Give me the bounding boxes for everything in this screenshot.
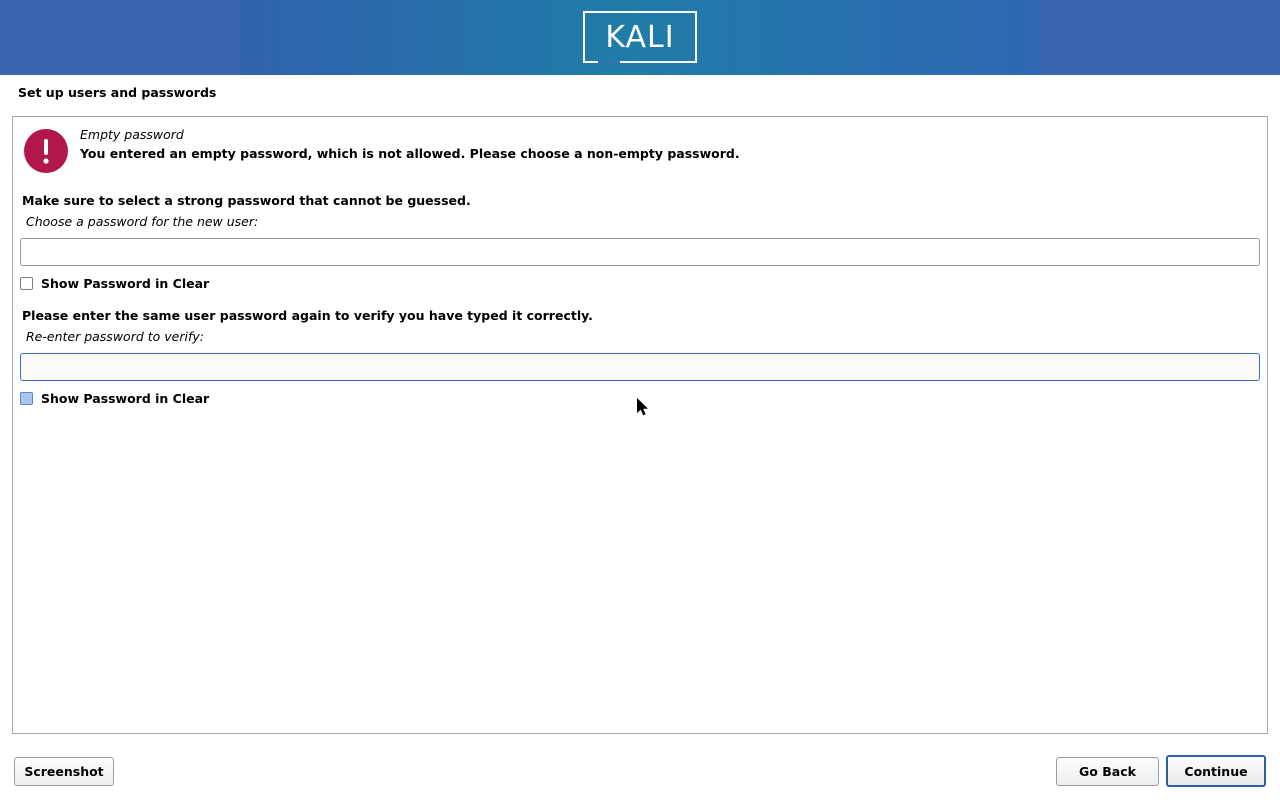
show-password-label-2: Show Password in Clear [41, 391, 210, 406]
password-input[interactable] [20, 238, 1260, 266]
kali-banner [0, 0, 1280, 75]
show-password-row-1[interactable] [20, 276, 209, 291]
show-password-row-2[interactable] [20, 391, 209, 406]
kali-logo [583, 11, 697, 63]
error-title: Empty password [80, 127, 184, 142]
error-message: You entered an empty password, which is not allowed. Please choose a non-empty password. [80, 146, 740, 161]
show-password-checkbox-1[interactable] [20, 277, 33, 290]
content-frame [12, 116, 1268, 734]
password-field-label: Choose a password for the new user: [26, 214, 259, 229]
show-password-label-1: Show Password in Clear [41, 276, 210, 291]
show-password-checkbox-2[interactable] [20, 392, 33, 405]
continue-button[interactable]: Continue [1166, 755, 1266, 787]
verify-password-input[interactable] [20, 353, 1260, 381]
password-strength-hint: Make sure to select a strong password that cannot be guessed. [22, 193, 471, 208]
error-exclamation-icon [24, 129, 68, 173]
page-title: Set up users and passwords [18, 85, 217, 100]
verify-field-label: Re-enter password to verify: [26, 329, 204, 344]
go-back-button[interactable]: Go Back [1056, 757, 1159, 786]
verify-hint: Please enter the same user password again to verify you have typed it correctly. [22, 308, 593, 323]
screenshot-button[interactable]: Screenshot [14, 757, 114, 786]
kali-logo-notch [598, 61, 620, 65]
kali-logo-text: KALI [605, 19, 675, 55]
